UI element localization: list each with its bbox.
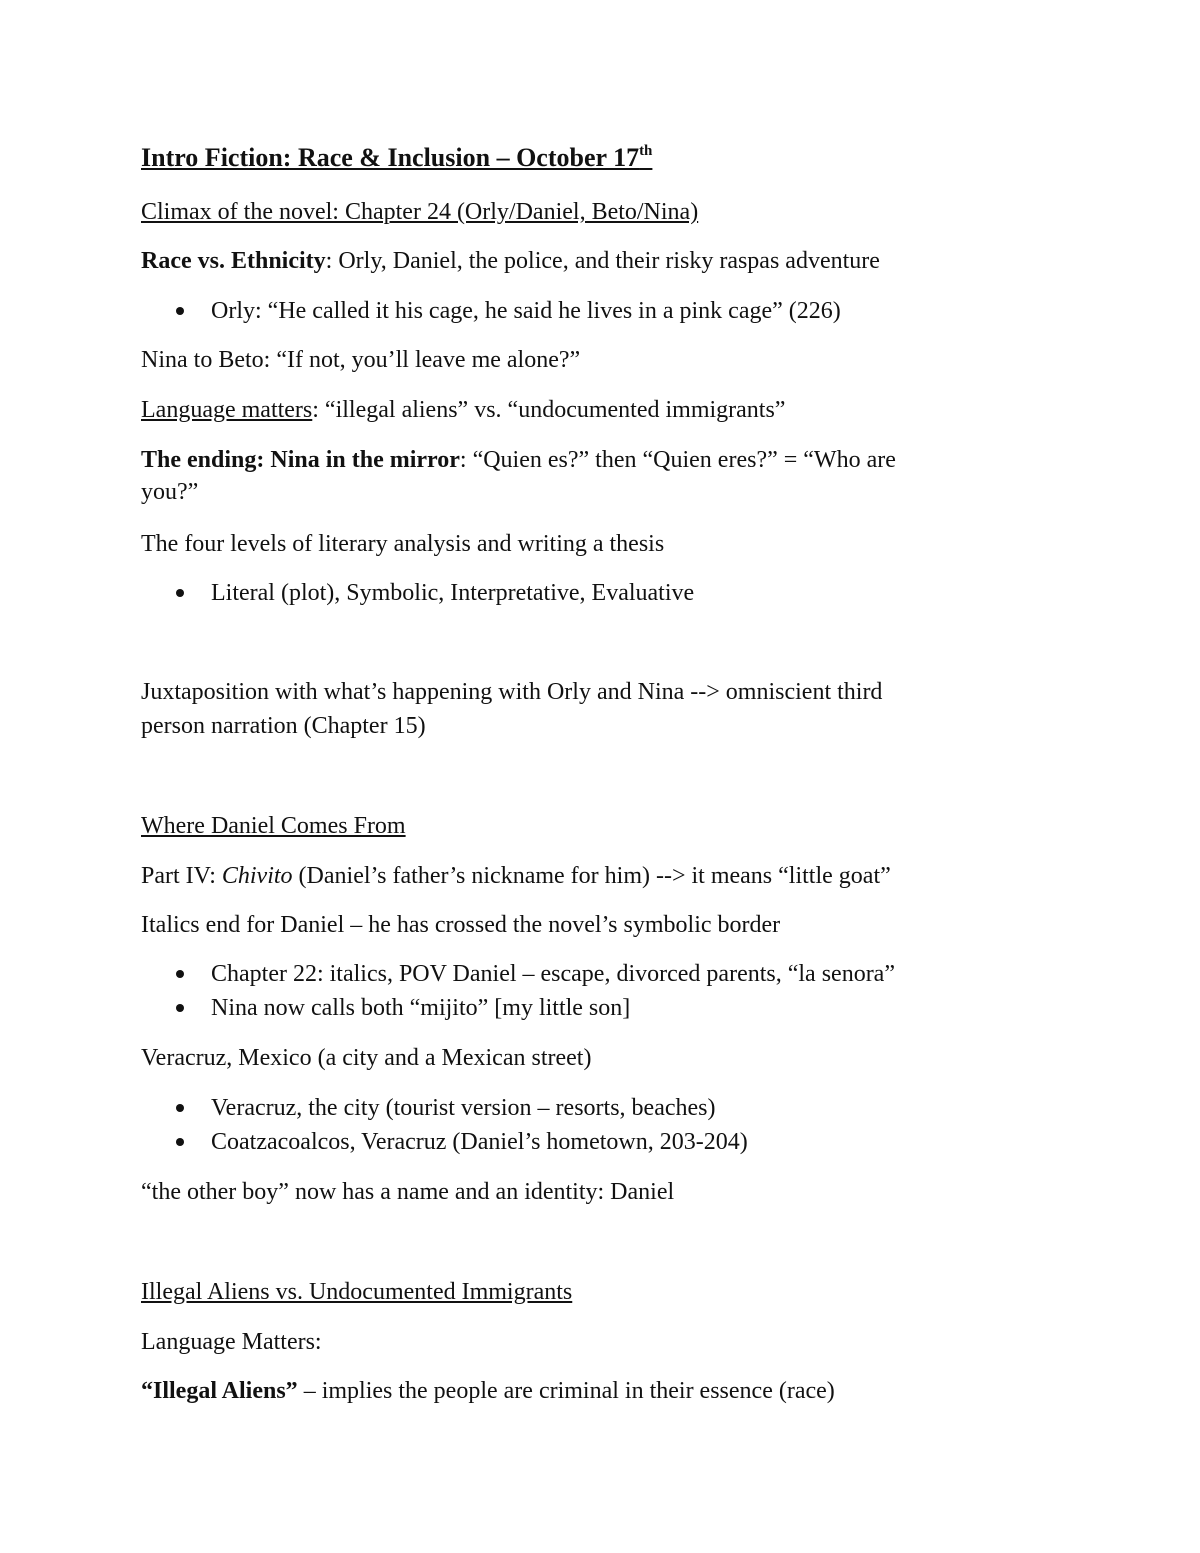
language-text: : “illegal aliens” vs. “undocumented immigrants” [312, 397, 786, 423]
race-ethnicity-text: : Orly, Daniel, the police, and their risky raspas adventure [325, 248, 880, 274]
illegal-aliens-label: “Illegal Aliens” [141, 1378, 298, 1404]
ending-text: : “Quien es?” then “Quien eres?” = “Who are [459, 447, 896, 473]
veracruz-line: Veracruz, Mexico (a city and a Mexican street) [141, 1045, 592, 1071]
bullet-icon [176, 970, 184, 978]
section-heading-illegal-aliens: Illegal Aliens vs. Undocumented Immigrants [141, 1279, 573, 1305]
part-prefix: Part IV: [141, 863, 222, 889]
ending-line-continued: you?” [141, 479, 199, 505]
bullet-icon [176, 589, 184, 597]
climax-line: Climax of the novel: Chapter 24 (Orly/Daniel, Beto/Nina) [141, 199, 699, 225]
language-label: Language matters [141, 397, 313, 423]
race-ethnicity-line [141, 247, 880, 275]
list-item: Coatzacoalcos, Veracruz (Daniel’s hometown, 203-204) [211, 1129, 748, 1155]
part-italic: Chivito [221, 863, 293, 889]
levels-line: The four levels of literary analysis and writing a thesis [141, 531, 665, 557]
bullet-icon [176, 307, 184, 315]
list-item: Literal (plot), Symbolic, Interpretative, Evaluative [211, 580, 695, 606]
ending-label: The ending: Nina in the mirror [141, 447, 460, 473]
part-iv-line [141, 862, 891, 890]
title-superscript: th [639, 143, 653, 159]
section-heading-where-daniel: Where Daniel Comes From [141, 813, 406, 839]
bullet-icon [176, 1138, 184, 1146]
illegal-aliens-text: – implies the people are criminal in their essence (race) [297, 1378, 835, 1404]
bullet-icon [176, 1104, 184, 1112]
list-item: Veracruz, the city (tourist version – resorts, beaches) [211, 1095, 716, 1121]
list-item: Chapter 22: italics, POV Daniel – escape, divorced parents, “la senora” [211, 961, 895, 987]
bullet-icon [176, 1004, 184, 1012]
race-ethnicity-label: Race vs. Ethnicity [141, 248, 326, 274]
italics-line: Italics end for Daniel – he has crossed the novel’s symbolic border [141, 912, 781, 938]
language-line [141, 396, 785, 424]
page-title [141, 144, 652, 172]
juxtaposition-line-2: person narration (Chapter 15) [141, 713, 426, 739]
other-boy-line: “the other boy” now has a name and an identity: Daniel [141, 1179, 675, 1205]
part-rest: (Daniel’s father’s nickname for him) --> it means “little goat” [292, 863, 891, 889]
list-item: Orly: “He called it his cage, he said he lives in a pink cage” (226) [211, 298, 841, 324]
ending-line [141, 446, 896, 474]
title-text: Intro Fiction: Race & Inclusion – October 17 [141, 143, 640, 172]
language-matters-line: Language Matters: [141, 1329, 322, 1355]
illegal-aliens-line [141, 1377, 835, 1405]
nina-beto-line: Nina to Beto: “If not, you’ll leave me alone?” [141, 347, 581, 373]
juxtaposition-line-1: Juxtaposition with what’s happening with Orly and Nina --> omniscient third [141, 679, 883, 705]
list-item: Nina now calls both “mijito” [my little son] [211, 995, 631, 1021]
